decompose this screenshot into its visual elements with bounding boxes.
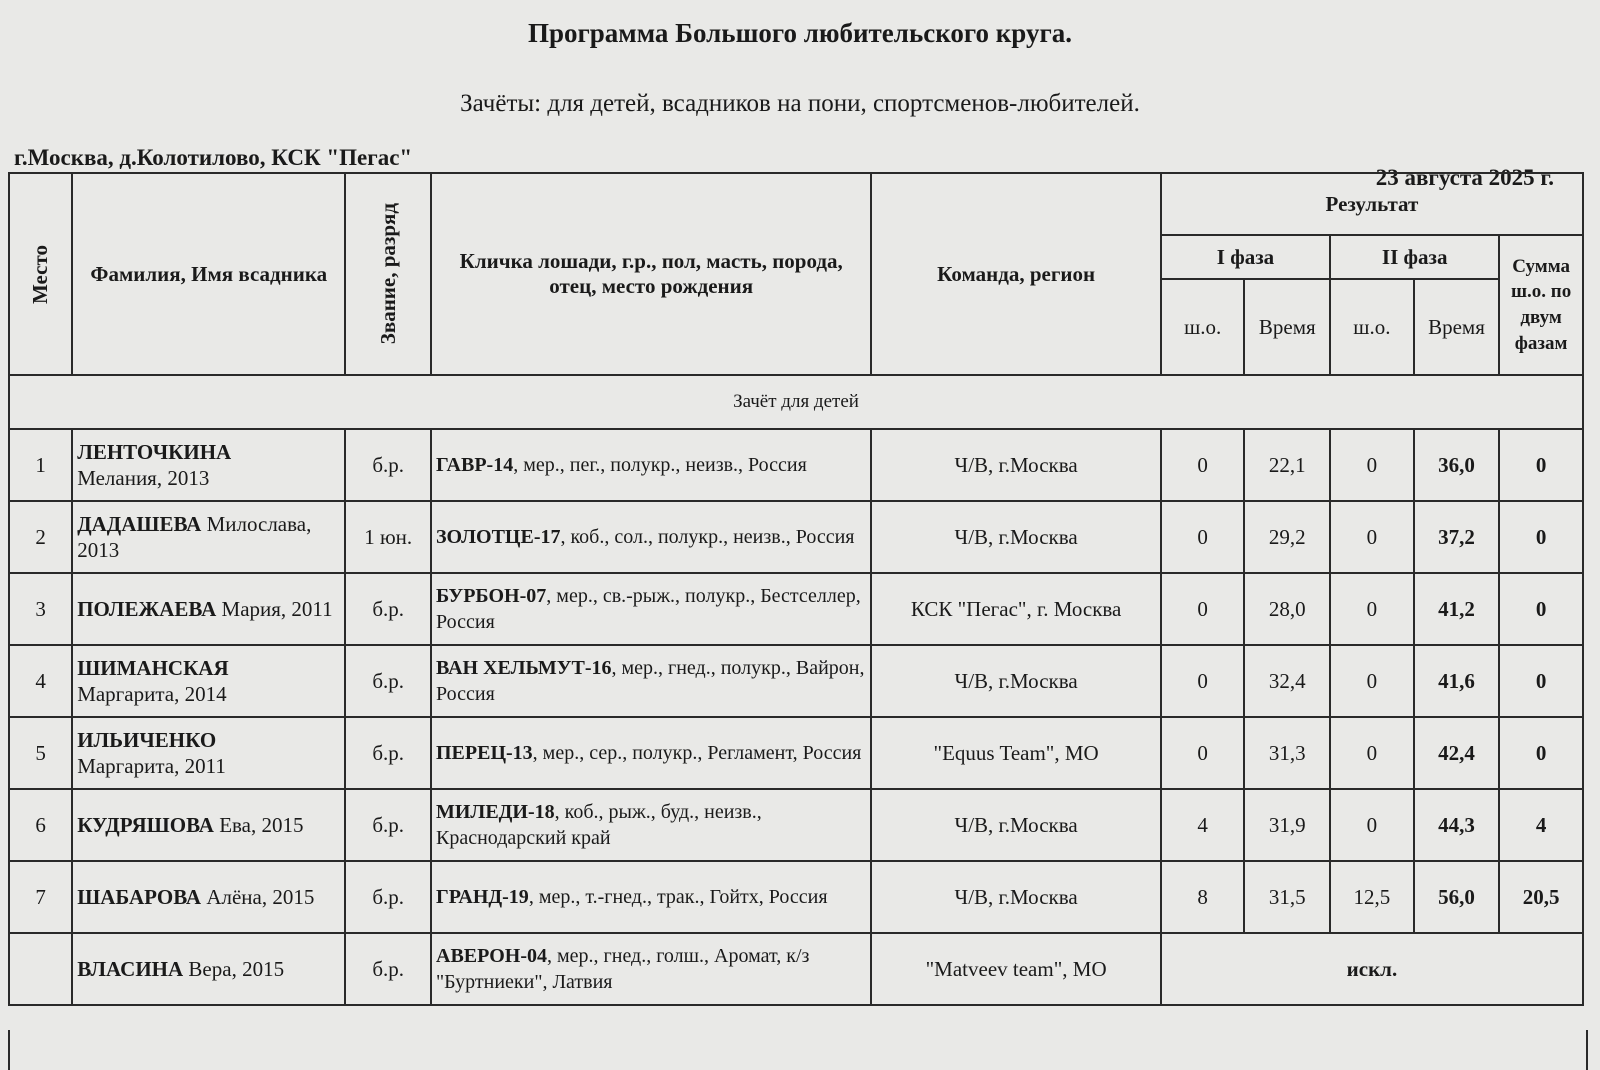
col-team-header: Команда, регион: [871, 173, 1161, 375]
table-row: 7 ШАБАРОВА Алёна, 2015 б.р. ГРАНД-19, мер., т.-гнед., трак., Гойтх, Россия Ч/В, г.Москва 8 31,5 12,5 56,0 20,5: [9, 861, 1583, 933]
table-row: 1 ЛЕНТОЧКИНА Мелания, 2013 б.р. ГАВР-14, мер., пег., полукр., неизв., Россия Ч/В, г.Москва 0 22,1 0 36,0 0: [9, 429, 1583, 501]
col-faults2-header: ш.о.: [1330, 279, 1414, 375]
col-phase1-header: I фаза: [1161, 235, 1330, 279]
section-title: Зачёт для детей: [9, 375, 1583, 429]
table-row: 2 ДАДАШЕВА Милослава, 2013 1 юн. ЗОЛОТЦЕ-17, коб., сол., полукр., неизв., Россия Ч/В, г.Москва 0 29,2 0 37,2 0: [9, 501, 1583, 573]
table-continuation: [8, 1030, 1588, 1070]
col-rank-header: Звание, разряд: [345, 173, 431, 375]
col-place-header: Место: [9, 173, 72, 375]
table-row: 5 ИЛЬИЧЕНКО Маргарита, 2011 б.р. ПЕРЕЦ-13, мер., сер., полукр., Регламент, Россия "Equus Team", МО 0 31,3 0 42,4 0: [9, 717, 1583, 789]
col-phase2-header: II фаза: [1330, 235, 1499, 279]
page-subtitle: Зачёты: для детей, всадников на пони, спортсменов-любителей.: [460, 90, 1140, 117]
date-label: 23 августа 2025 г.: [1375, 165, 1554, 190]
table-row: 6 КУДРЯШОВА Ева, 2015 б.р. МИЛЕДИ-18, коб., рыж., буд., неизв., Краснодарский край Ч/В, г.Москва 4 31,9 0 44,3 4: [9, 789, 1583, 861]
table-row: 4 ШИМАНСКАЯ Маргарита, 2014 б.р. ВАН ХЕЛЬМУТ-16, мер., гнед., полукр., Вайрон, Россия Ч/В, г.Москва 0 32,4 0 41,6 0: [9, 645, 1583, 717]
table-row: 3 ПОЛЕЖАЕВА Мария, 2011 б.р. БУРБОН-07, мер., св.-рыж., полукр., Бестселлер, Россия КСК "Пегас", г. Москва 0 28,0 0 41,2 0: [9, 573, 1583, 645]
col-faults1-header: ш.о.: [1161, 279, 1245, 375]
col-time2-header: Время: [1414, 279, 1500, 375]
col-sum-header: Сумма ш.о. по двум фазам: [1499, 235, 1583, 375]
col-result-header: Результат: [1161, 173, 1583, 235]
venue-label: г.Москва, д.Колотилово, КСК "Пегас": [14, 145, 413, 170]
results-table: [8, 172, 1584, 1006]
table-row-excluded: ВЛАСИНА Вера, 2015 б.р. АВЕРОН-04, мер., гнед., голш., Аромат, к/з "Буртниеки", Латвия "Matveev team", МО искл.: [9, 933, 1583, 1005]
page-title: Программа Большого любительского круга.: [528, 18, 1072, 48]
col-horse-header: Кличка лошади, г.р., пол, масть, порода, отец, место рождения: [431, 173, 871, 375]
col-rider-header: Фамилия, Имя всадника: [72, 173, 345, 375]
col-time1-header: Время: [1244, 279, 1330, 375]
excluded-status: искл.: [1161, 933, 1583, 1005]
